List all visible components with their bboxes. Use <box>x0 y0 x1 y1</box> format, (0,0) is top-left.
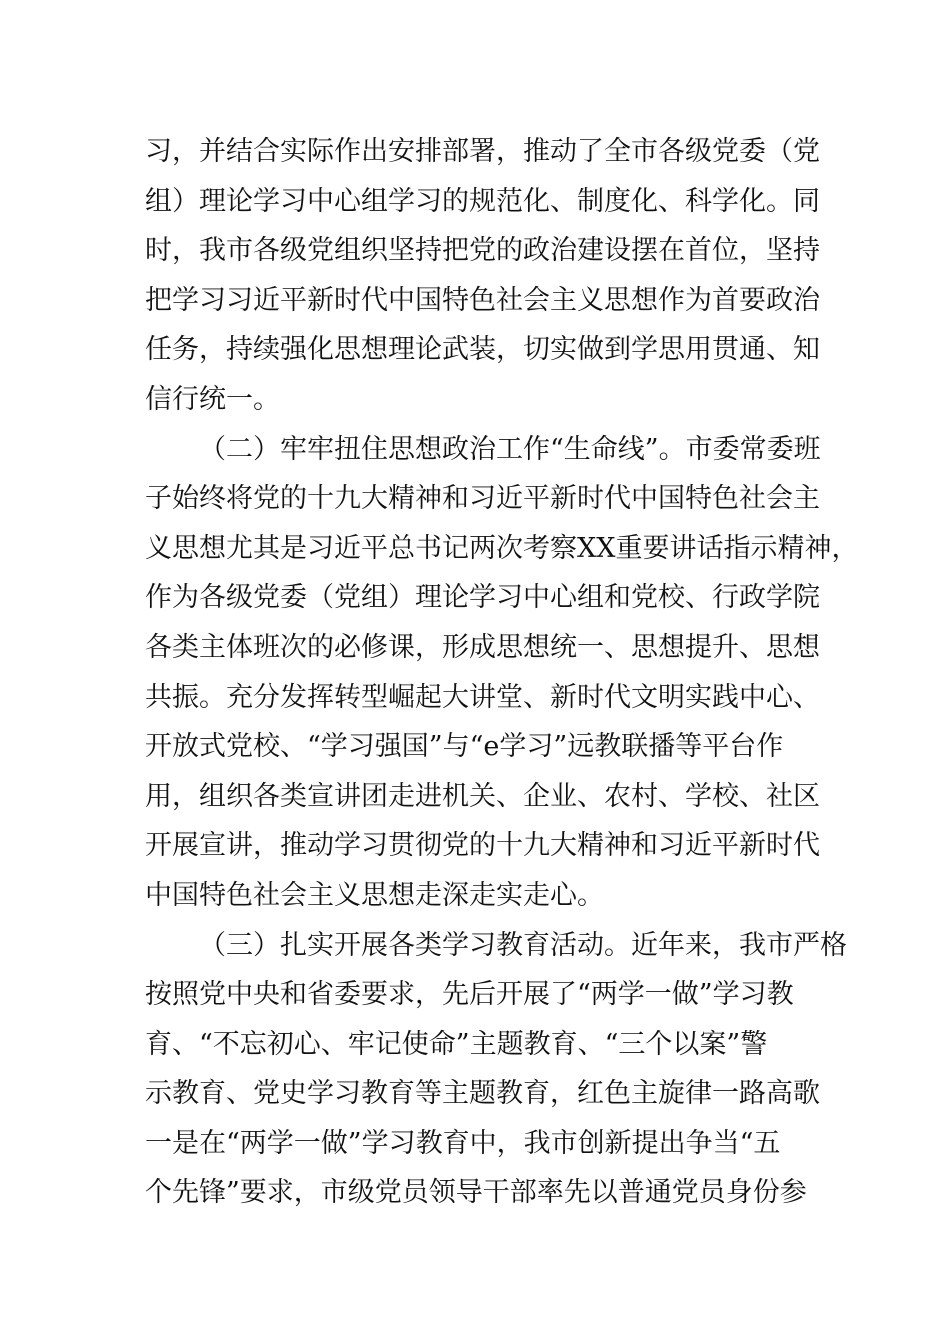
text-line: 开展宣讲，推动学习贯彻党的十九大精神和习近平新时代 <box>145 830 820 862</box>
text-line: 各类主体班次的必修课，形成思想统一、思想提升、思想 <box>145 631 820 663</box>
text-line: 把学习习近平新时代中国特色社会主义思想作为首要政治 <box>145 284 820 316</box>
text-line: 共振。充分发挥转型崛起大讲堂、新时代文明实践中心、 <box>145 681 820 713</box>
text-line: 时，我市各级党组织坚持把党的政治建设摆在首位，坚持 <box>145 235 820 267</box>
text-line: 中国特色社会主义思想走深走实走心。 <box>145 879 604 911</box>
section-heading-line: （二）牢牢扭住思想政治工作“生命线”。市委常委班 <box>199 433 821 465</box>
text-line: 子始终将党的十九大精神和习近平新时代中国特色社会主 <box>145 483 820 515</box>
text-line: 育、“不忘初心、牢记使命”主题教育、“三个以案”警 <box>145 1028 768 1060</box>
text-line: 习，并结合实际作出安排部署，推动了全市各级党委（党 <box>145 136 820 167</box>
text-line: 个先锋”要求，市级党员领导干部率先以普通党员身份参 <box>145 1177 807 1209</box>
text-line: 任务，持续强化思想理论武装，切实做到学思用贯通、知 <box>145 334 820 366</box>
text-line: 示教育、党史学习教育等主题教育，红色主旋律一路高歌 <box>145 1078 820 1110</box>
text-line: 开放式党校、“学习强国”与“e学习”远教联播等平台作 <box>145 731 784 763</box>
text-line: 信行统一。 <box>145 383 280 415</box>
section-heading-line: （三）扎实开展各类学习教育活动。近年来，我市严格 <box>199 929 847 961</box>
text-line: 按照党中央和省委要求，先后开展了“两学一做”学习教 <box>145 979 794 1011</box>
text-line: 一是在“两学一做”学习教育中，我市创新提出争当“五 <box>145 1127 781 1159</box>
body-text <box>145 127 859 1218</box>
text-line: 作为各级党委（党组）理论学习中心组和党校、行政学院 <box>145 582 820 614</box>
text-line: 组）理论学习中心组学习的规范化、制度化、科学化。同 <box>145 185 820 217</box>
text-line: 用，组织各类宣讲团走进机关、企业、农村、学校、社区 <box>145 780 820 812</box>
text-line: 义思想尤其是习近平总书记两次考察XX重要讲话指示精神， <box>145 532 859 564</box>
